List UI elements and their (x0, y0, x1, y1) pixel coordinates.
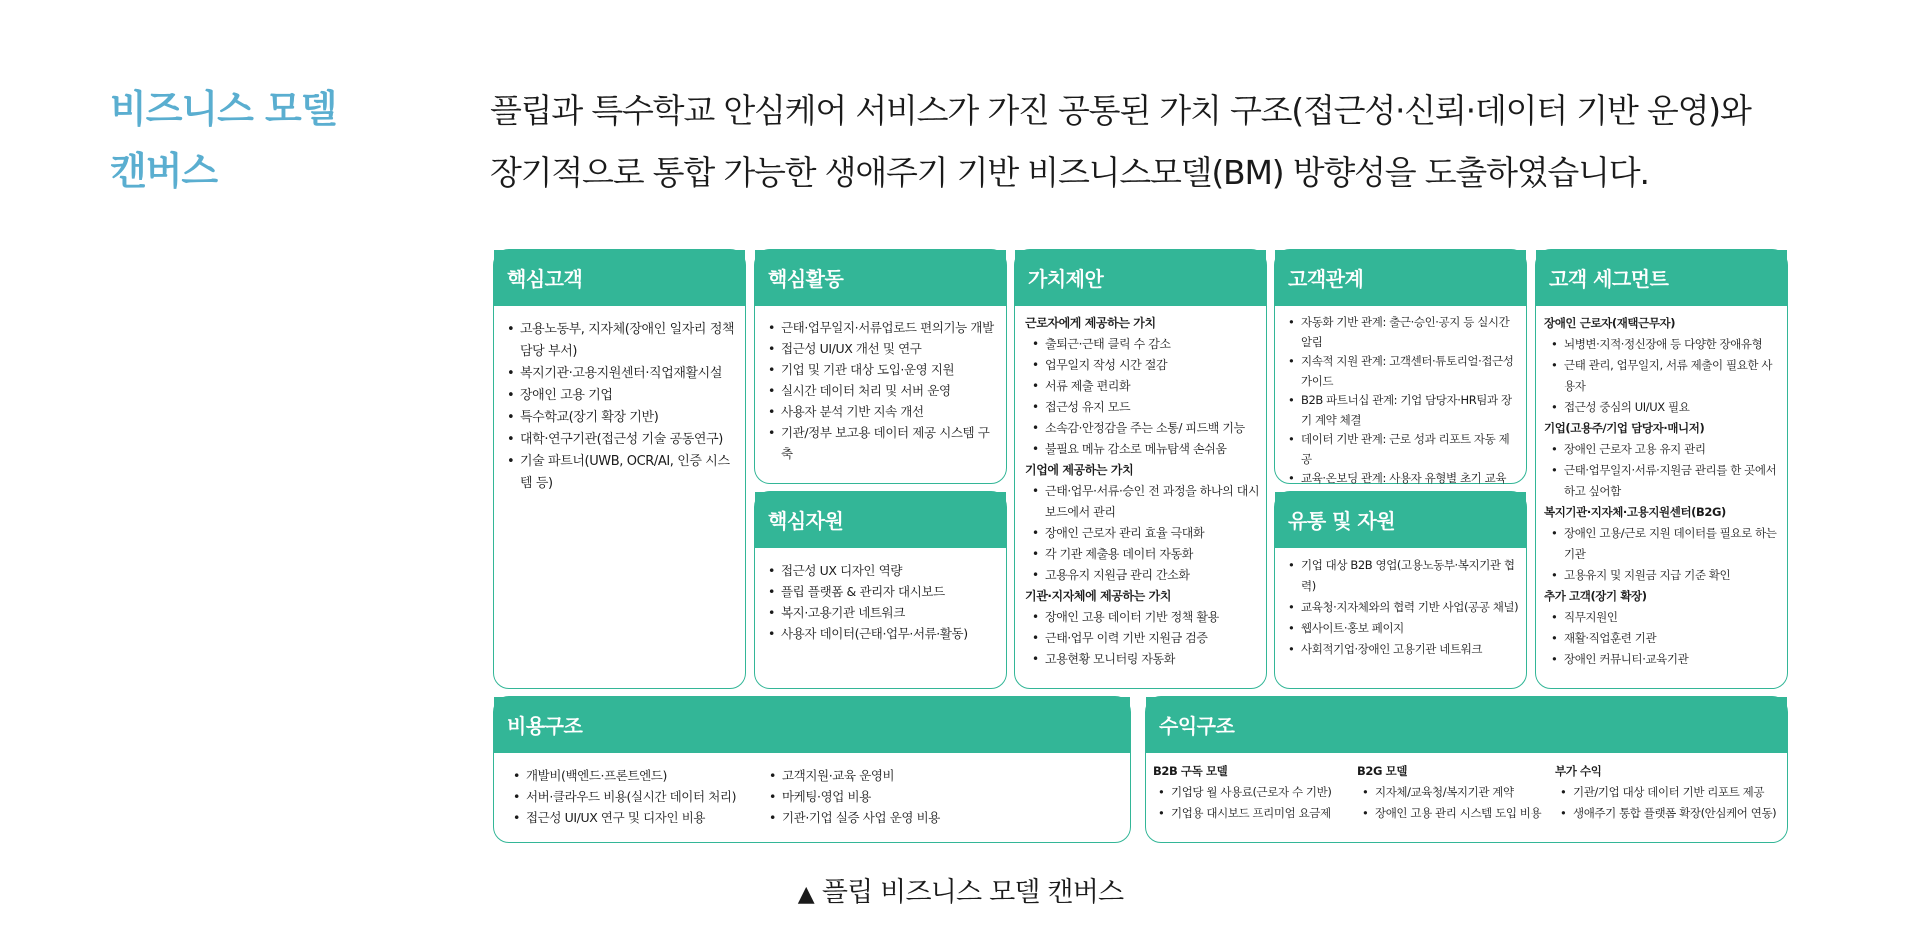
figure-caption (0, 870, 1921, 909)
segment-group (1544, 586, 1782, 670)
group-heading: 복지기관·지자체·고용지원센터(B2G) (1544, 505, 1726, 519)
group-heading: 기업에 제공하는 가치 (1025, 463, 1134, 477)
list-item: • 고용유지 지원금 관리 간소화 (1031, 565, 1260, 586)
list-item: • 장애인 고용 기업 (506, 385, 735, 407)
segment-group (1544, 313, 1782, 418)
list-item: • 지속적 지원 관계: 고객센터·튜토리얼·접근성 가이드 (1287, 352, 1520, 391)
list-item: • 교육·온보딩 관계: 사용자 유형별 초기 교육 (1287, 469, 1520, 508)
list-item: • 고객지원·교육 운영비 (768, 765, 1068, 786)
list-item: • 각 기관 제출용 데이터 자동화 (1031, 544, 1260, 565)
list-item: • 지자체/교육청/복지기관 계약 (1361, 782, 1555, 803)
list-item: • 교육청·지자체와의 협력 기반 사업(공공 채널) (1287, 597, 1520, 618)
list-item: • 실시간 데이터 처리 및 서버 운영 (767, 380, 996, 401)
list-item: • 근태 관리, 업무일지, 서류 제출이 필요한 사용자 (1550, 355, 1782, 397)
list-item: • 근태·업무 이력 기반 지원금 검증 (1031, 628, 1260, 649)
item-list (767, 560, 996, 644)
list-item: • 기관/기업 대상 데이터 기반 리포트 제공 (1559, 782, 1783, 803)
revenue-group (1357, 761, 1555, 824)
card-customer-segments (1535, 249, 1788, 689)
list-item: • 특수학교(장기 확장 기반) (506, 407, 735, 429)
group-heading: B2G 모델 (1357, 764, 1408, 778)
intro-paragraph (490, 80, 1820, 204)
list-item: • 자동화 기반 관계: 출근·승인·공지 등 실시간 알림 (1287, 313, 1520, 352)
cost-column (768, 765, 1068, 828)
list-item: • 기술 파트너(UWB, OCR/AI, 인증 시스템 등) (506, 451, 735, 495)
section-title-line: 캔버스 (110, 149, 218, 193)
list-item: • 기업당 월 사용료(근로자 수 기반) (1157, 782, 1357, 803)
list-item: • 장애인 고용/근로 지원 데이터를 필요로 하는 기관 (1550, 523, 1782, 565)
list-item: • 서류 제출 편리화 (1031, 376, 1260, 397)
card-title: 유통 및 자원 (1275, 492, 1526, 548)
list-item: • 근태·업무일지·서류업로드 편의기능 개발 (767, 317, 996, 338)
segment-group (1544, 502, 1782, 586)
group-heading: 근로자에게 제공하는 가치 (1025, 316, 1156, 330)
card-key-partners (493, 249, 746, 689)
list-item: • 고용현황 모니터링 자동화 (1031, 649, 1260, 670)
list-item: • 직무지원인 (1550, 607, 1782, 628)
list-item: • 불필요 메뉴 감소로 메뉴탐색 손쉬움 (1031, 439, 1260, 460)
list-item: • 생애주기 통합 플랫폼 확장(안심케어 연동) (1559, 803, 1783, 824)
list-item: • 기업 및 기관 대상 도입·운영 지원 (767, 359, 996, 380)
group-heading: 기업(고용주/기업 담당자·매니저) (1544, 421, 1705, 435)
list-item: • 복지·고용기관 네트워크 (767, 602, 996, 623)
list-item: • 개발비(백엔드·프론트엔드) (512, 765, 768, 786)
card-title: 가치제안 (1015, 250, 1266, 306)
card-title: 핵심고객 (494, 250, 745, 306)
group-heading: B2B 구독 모델 (1153, 764, 1228, 778)
card-key-resources (754, 491, 1007, 689)
list-item: • 기관/정부 보고용 데이터 제공 시스템 구축 (767, 422, 996, 464)
card-key-activities (754, 249, 1007, 484)
card-value-propositions (1014, 249, 1267, 689)
item-list (767, 317, 996, 464)
card-title: 비용구조 (494, 697, 1130, 753)
list-item: • 웹사이트·홍보 페이지 (1287, 618, 1520, 639)
cost-column (512, 765, 768, 828)
list-item: • 장애인 근로자 관리 효율 극대화 (1031, 523, 1260, 544)
list-item: • 사용자 분석 기반 지속 개선 (767, 401, 996, 422)
list-item: • 서버·클라우드 비용(실시간 데이터 처리) (512, 786, 768, 807)
revenue-group (1153, 761, 1357, 824)
card-title: 핵심자원 (755, 492, 1006, 548)
list-item: • 고용유지 및 지원금 지급 기준 확인 (1550, 565, 1782, 586)
card-title: 고객관계 (1275, 250, 1526, 306)
list-item: • 기업 대상 B2B 영업(고용노동부·복지기관 협력) (1287, 555, 1520, 597)
list-item: • 장애인 고용 데이터 기반 정책 활용 (1031, 607, 1260, 628)
group-heading: 장애인 근로자(재택근무자) (1544, 316, 1676, 330)
list-item: • 근태·업무일지·서류·지원금 관리를 한 곳에서 하고 싶어함 (1550, 460, 1782, 502)
list-item: • 출퇴근·근태 클릭 수 감소 (1031, 334, 1260, 355)
list-item: • 장애인 커뮤니티·교육기관 (1550, 649, 1782, 670)
list-item: • 기업용 대시보드 프리미엄 요금제 (1157, 803, 1357, 824)
value-group (1025, 313, 1260, 460)
list-item: • 접근성 중심의 UI/UX 필요 (1550, 397, 1782, 418)
list-item: • 업무일지 작성 시간 절감 (1031, 355, 1260, 376)
list-item: • B2B 파트너십 관계: 기업 담당자·HR팀과 장기 계약 체결 (1287, 391, 1520, 430)
list-item: • 사회적기업·장애인 고용기관 네트워크 (1287, 639, 1520, 660)
intro-line: 장기적으로 통합 가능한 생애주기 기반 비즈니스모델(BM) 방향성을 도출하였습니다. (490, 153, 1649, 192)
list-item: • 접근성 UX 디자인 역량 (767, 560, 996, 581)
list-item: • 근태·업무·서류·승인 전 과정을 하나의 대시보드에서 관리 (1031, 481, 1260, 523)
list-item: • 소속감·안정감을 주는 소통/ 피드백 기능 (1031, 418, 1260, 439)
list-item: • 데이터 기반 관계: 근로 성과 리포트 자동 제공 (1287, 430, 1520, 469)
list-item: • 접근성 UI/UX 연구 및 디자인 비용 (512, 807, 768, 828)
value-group (1025, 586, 1260, 670)
group-heading: 추가 고객(장기 확장) (1544, 589, 1647, 603)
card-title: 핵심활동 (755, 250, 1006, 306)
list-item: • 접근성 UI/UX 개선 및 연구 (767, 338, 996, 359)
list-item: • 장애인 근로자 고용 유지 관리 (1550, 439, 1782, 460)
card-customer-relationships (1274, 249, 1527, 484)
list-item: • 기관·기업 실증 사업 운영 비용 (768, 807, 1068, 828)
list-item: • 장애인 고용 관리 시스템 도입 비용 (1361, 803, 1555, 824)
segment-group (1544, 418, 1782, 502)
group-heading: 기관·지자체에 제공하는 가치 (1025, 589, 1172, 603)
value-group (1025, 460, 1260, 586)
intro-line: 플립과 특수학교 안심케어 서비스가 가진 공통된 가치 구조(접근성·신뢰·데이터 기반 운영)와 (490, 91, 1751, 130)
list-item: • 재활·직업훈련 기관 (1550, 628, 1782, 649)
list-item: • 마케팅·영업 비용 (768, 786, 1068, 807)
list-item: • 고용노동부, 지자체(장애인 일자리 정책 담당 부서) (506, 319, 735, 363)
section-title-line: 비즈니스 모델 (110, 87, 337, 131)
card-title: 고객 세그먼트 (1536, 250, 1787, 306)
list-item: • 대학·연구기관(접근성 기술 공동연구) (506, 429, 735, 451)
caption-text: 플립 비즈니스 모델 캔버스 (821, 877, 1124, 908)
list-item: • 복지기관·고용지원센터·직업재활시설 (506, 363, 735, 385)
card-channels (1274, 491, 1527, 689)
list-item: • 접근성 유지 모드 (1031, 397, 1260, 418)
list-item: • 플립 플랫폼 & 관리자 대시보드 (767, 581, 996, 602)
item-list (1287, 555, 1520, 660)
card-cost-structure (493, 696, 1131, 843)
list-item: • 뇌병변·지적·정신장애 등 다양한 장애유형 (1550, 334, 1782, 355)
revenue-group (1555, 761, 1783, 824)
card-title: 수익구조 (1146, 697, 1787, 753)
item-list (506, 319, 735, 495)
list-item: • 사용자 데이터(근태·업무·서류·활동) (767, 623, 996, 644)
group-heading: 부가 수익 (1555, 764, 1602, 778)
card-revenue-streams (1145, 696, 1788, 843)
triangle-up-icon: ▲ (797, 882, 814, 907)
section-title (110, 78, 410, 202)
item-list (1287, 313, 1520, 508)
